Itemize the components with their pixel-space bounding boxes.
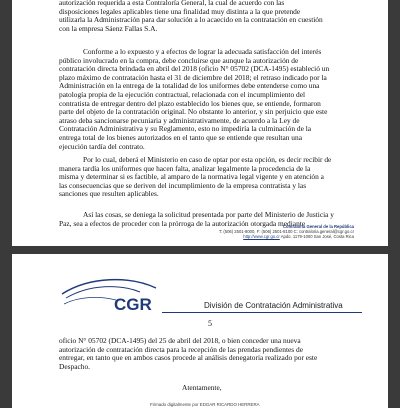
text-line: autorización de contratación directa para la recepción de las prendas pendientes de — [59, 344, 303, 354]
text-line: Contratación Administrativa y su Reglamento, esto no impediría la culminación de la — [59, 124, 312, 134]
paragraph-intro — [59, 0, 355, 33]
text-line: misma y determinar si es factible, al amparo de la normativa legal vigente y en atención a — [59, 172, 324, 182]
paragraph-continuation — [59, 337, 355, 371]
page-number: 5 — [208, 319, 212, 328]
text-line: Despacho. — [59, 361, 90, 371]
footer-web-link[interactable]: http://www.cgr.go.cr — [243, 234, 280, 240]
text-line: Por lo cual, deberá el Ministerio en caso de optar por esta opción, es decir recibir de — [83, 155, 332, 164]
division-title: División de Contratación Administrativa — [204, 301, 343, 310]
page-footer — [219, 224, 354, 240]
text-line: ejecución tardía del contrato. — [59, 141, 145, 151]
text-line: Paz, sea a efectos de proceder con la prórroga de la autorización otorgada mediante — [59, 218, 306, 228]
document-page-4 — [12, 0, 388, 246]
text-line: patología propia de la ejecución contractual, relacionada con el incumplimiento del — [59, 89, 306, 99]
closing-salutation: Atentamente, — [182, 383, 222, 392]
text-line: atraso deba sancionarse pecuniaria y administrativamente, de acuerdo a la Ley de — [59, 115, 300, 125]
text-line: contratación directa brindada en abril del 2018 (oficio N° 05702 (DCA-1495) estableció un — [59, 64, 330, 74]
text-line: oficio N° 05702 (DCA-1495) del 25 de abril del 2018, o bien conceder una nueva — [59, 336, 301, 345]
text-line: público involucrado en la compra, debe concluirse que aunque la autorización de — [59, 55, 299, 65]
footer-org: Contraloría General de la República — [283, 224, 354, 229]
text-line: Así las cosas, se deniega la solicitud presentada por parte del Ministerio de Justicia y — [83, 210, 335, 219]
footer-address: Apdo. 1179-1000 San José, Costa Rica — [280, 234, 354, 240]
text-line: las consecuencias que se deriven del incumplimiento de la empresa contratista y las — [59, 180, 307, 190]
text-line: contratista de entregar dentro del plazo establecido los bienes que, se entiende, formaron — [59, 98, 321, 108]
digital-signature-note: Firmado digitalmente por EDGAR RICARDO HERRERA — [150, 402, 260, 407]
text-line: con la empresa Sáenz Fallas S.A. — [59, 23, 158, 33]
text-line: Conforme a lo expuesto y a efectos de lograr la adecuada satisfacción del interés — [83, 47, 322, 56]
paragraph-por-lo-cual — [59, 156, 355, 199]
logo-text: CGR — [114, 295, 152, 314]
document-page-5 — [12, 254, 388, 408]
header-divider — [162, 312, 362, 313]
paragraph-conforme — [59, 48, 355, 151]
text-line: sanciones que resulten aplicables. — [59, 189, 159, 199]
text-line: manera tardía los uniformes que hacen falta, analizar legalmente la procedencia de la — [59, 163, 311, 173]
text-line: autorización requerida a esta Contraloría General, la cual de acuerdo con las — [59, 0, 285, 7]
text-line: Administración en la entrega de la totalidad de los uniformes debe entenderse como una — [59, 81, 320, 91]
footer-phones: T: (506) 2501-8000, F: (506) 2501-8100 C: contraloria.general@cgr.go.cr — [218, 229, 354, 235]
text-line: plazo máximo de contratación hasta el 31 de diciembre del 2018; el retraso indicado por la — [59, 72, 327, 82]
cgr-logo — [60, 274, 158, 314]
text-line: disposiciones legales aplicables tiene una finalidad muy distinta a la que pretende — [59, 6, 301, 16]
text-line: utilizarla la Administración para dar solución a lo acaecido en la contratación en cuestión — [59, 15, 323, 25]
text-line: parte del objeto de la contratación original. No obstante lo anterior, y sin perjuicio que este — [59, 107, 328, 117]
text-line: entrega total de los bienes autorizados en el tanto que se entiende que resultan una — [59, 132, 302, 142]
text-line: entregar, en tanto que en ambos casos procede al análisis denegatoria realizado por este — [59, 353, 318, 363]
